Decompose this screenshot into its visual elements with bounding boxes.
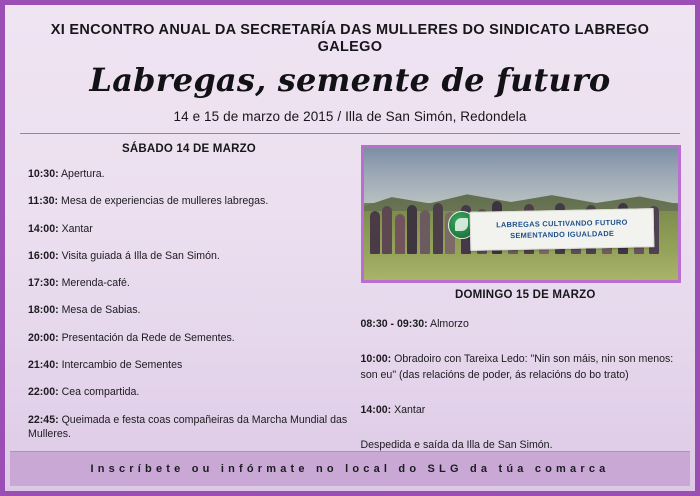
schedule-time: 10:30: xyxy=(28,167,59,180)
schedule-item xyxy=(28,385,353,399)
schedule-item xyxy=(28,249,353,263)
schedule-time: 11:30: xyxy=(28,195,59,208)
schedule-time: 16:00: xyxy=(28,249,59,262)
schedule-text: Merenda-café. xyxy=(58,277,130,290)
saturday-column xyxy=(10,143,353,474)
crowd-person xyxy=(407,205,417,254)
photo-banner xyxy=(470,208,655,251)
saturday-heading: SÁBADO 14 DE MARZO xyxy=(122,142,256,155)
schedule-item xyxy=(361,403,690,418)
schedule-text: Intercambio de Sementes xyxy=(58,359,183,372)
schedule-time: 22:00: xyxy=(28,386,59,399)
schedule-text: Xantar xyxy=(58,222,93,235)
schedule-text: Xantar xyxy=(391,404,426,417)
sunday-column xyxy=(353,143,690,474)
schedule-time: 08:30 - 09:30: xyxy=(360,317,428,330)
schedule-text: Visita guiada á Illa de San Simón. xyxy=(58,249,220,262)
schedule-time: 21:40: xyxy=(28,359,59,372)
schedule-columns xyxy=(10,134,690,474)
schedule-item xyxy=(28,276,353,290)
schedule-item xyxy=(28,413,353,442)
schedule-item xyxy=(361,317,690,332)
schedule-text: Obradoiro con Tareixa Ledo: "Nin son máis, nin son menos: son eu" (das relacións de poder, ás relacións do bo trato) xyxy=(360,353,674,381)
schedule-text: Mesa de Sabias. xyxy=(58,304,141,317)
schedule-item xyxy=(28,303,353,317)
schedule-item xyxy=(28,358,353,372)
poster-date-location: 14 e 15 de marzo de 2015 / Illa de San Simón, Redondela xyxy=(173,108,527,124)
schedule-time: 14:00: xyxy=(360,404,392,417)
schedule-text: Cea compartida. xyxy=(58,386,140,399)
crowd-person xyxy=(370,211,380,254)
schedule-time: 10:00: xyxy=(360,353,392,366)
crowd-person xyxy=(382,206,392,253)
footer-call-to-action: Inscríbete ou infórmate no local do SLG da túa comarca xyxy=(90,463,610,475)
banner-line-1: LABREGAS CULTIVANDO FUTURO xyxy=(496,218,629,230)
schedule-time: 22:45: xyxy=(28,413,59,426)
schedule-item xyxy=(28,194,353,208)
schedule-item xyxy=(361,352,690,383)
poster-main-title: Labregas, semente de futuro xyxy=(89,61,611,100)
schedule-time: 14:00: xyxy=(28,222,59,235)
schedule-time: 20:00: xyxy=(28,331,59,344)
banner-line-2: SEMENTANDO IGUALDADE xyxy=(510,229,615,241)
schedule-text: Despedida e saída da Illa de San Simón. xyxy=(360,439,553,452)
schedule-time: 18:00: xyxy=(28,304,59,317)
schedule-time: 17:30: xyxy=(28,277,59,290)
poster-inner xyxy=(10,10,690,486)
crowd-person xyxy=(395,214,405,253)
schedule-text: Presentación da Rede de Sementes. xyxy=(58,331,235,344)
sunday-heading: DOMINGO 15 DE MARZO xyxy=(454,288,596,301)
schedule-item xyxy=(28,222,353,236)
schedule-text: Almorzo xyxy=(427,317,469,330)
schedule-text: Apertura. xyxy=(58,167,105,180)
schedule-item xyxy=(28,167,353,181)
organization-title: XI ENCONTRO ANUAL DA SECRETARÍA DAS MULLERES DO SINDICATO LABREGO GALEGO xyxy=(50,22,650,55)
crowd-person xyxy=(433,203,443,254)
poster-header xyxy=(10,10,690,134)
crowd-person xyxy=(420,210,430,254)
schedule-text: Queimada e festa coas compañeiras da Marcha Mundial das Mulleres. xyxy=(28,413,348,440)
schedule-item xyxy=(28,331,353,345)
schedule-text: Mesa de experiencias de mulleres labregas. xyxy=(58,195,269,208)
footer-band xyxy=(10,451,690,486)
event-photo xyxy=(361,145,681,283)
